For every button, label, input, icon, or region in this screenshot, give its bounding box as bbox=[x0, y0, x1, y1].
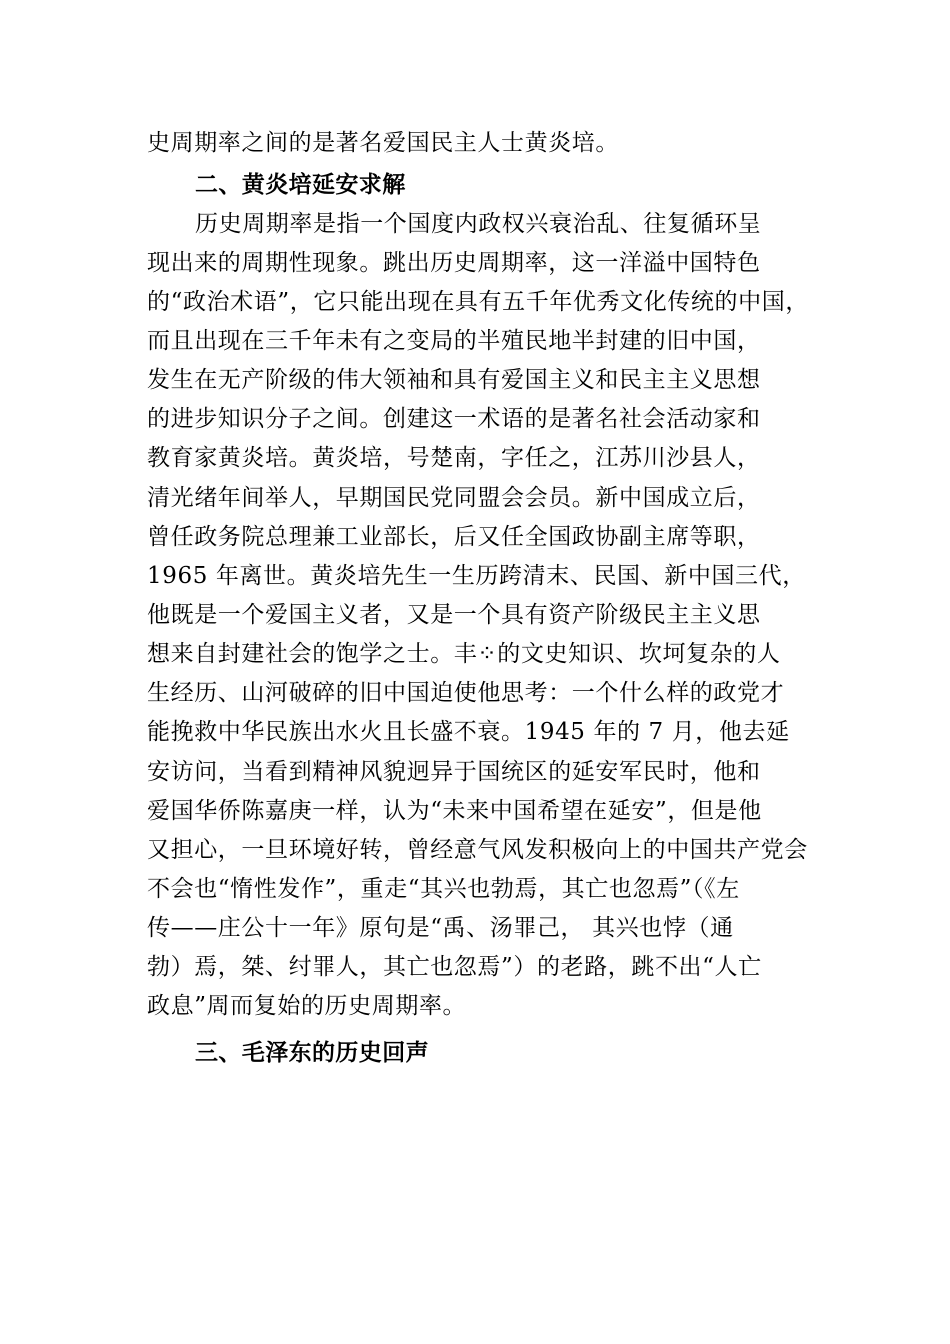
paragraph-line: 而且出现在三千年未有之变局的半殖民地半封建的旧中国， bbox=[147, 328, 761, 354]
section-heading-two: 二、黄炎培延安求解 bbox=[195, 172, 406, 198]
paragraph-line: 安访问，当看到精神风貌迥异于国统区的延安军民时，他和 bbox=[147, 759, 761, 785]
paragraph-line: 的“政治术语”，它只能出现在具有五千年优秀文化传统的中国， bbox=[147, 289, 809, 315]
paragraph-line: 他既是一个爱国主义者，又是一个具有资产阶级民主主义思 bbox=[147, 602, 761, 628]
paragraph-line: 1965 年离世。黄炎培先生一生历跨清末、民国、新中国三代， bbox=[147, 563, 806, 589]
paragraph-line: 生经历、山河破碎的旧中国迫使他思考：一个什么样的政党才 bbox=[147, 680, 785, 706]
paragraph-line: 又担心，一旦环境好转，曾经意气风发积极向上的中国共产党会 bbox=[147, 837, 808, 863]
paragraph-line: 教育家黄炎培。黄炎培，号楚南，字任之，江苏川沙县人， bbox=[147, 445, 761, 471]
paragraph-line: 爱国华侨陈嘉庚一样，认为“未来中国希望在延安”，但是他 bbox=[147, 798, 762, 824]
paragraph-line: 的进步知识分子之间。创建这一术语的是著名社会活动家和 bbox=[147, 406, 761, 432]
paragraph-line: 现出来的周期性现象。跳出历史周期率，这一洋溢中国特色 bbox=[147, 250, 761, 276]
paragraph-line: 曾任政务院总理兼工业部长，后又任全国政协副主席等职， bbox=[147, 524, 761, 550]
paragraph-line: 传——庄公十一年》原句是“禹、汤罪己， 其兴也悖（通 bbox=[147, 915, 734, 941]
section-heading-three: 三、毛泽东的历史回声 bbox=[195, 1040, 429, 1066]
paragraph-line: 历史周期率是指一个国度内政权兴衰治乱、往复循环呈 bbox=[195, 211, 762, 237]
paragraph-line: 能挽救中华民族出水火且长盛不衰。1945 年的 7 月，他去延 bbox=[147, 719, 790, 745]
paragraph-line: 发生在无产阶级的伟大领袖和具有爱国主义和民主主义思想 bbox=[147, 367, 761, 393]
paragraph-line: 政息”周而复始的历史周期率。 bbox=[147, 993, 467, 1019]
paragraph-line: 清光绪年间举人，早期国民党同盟会会员。新中国成立后， bbox=[147, 485, 761, 511]
paragraph-continuation-line: 史周期率之间的是著名爱国民主人士黄炎培。 bbox=[147, 130, 619, 156]
paragraph-line: 勃）焉，桀、纣罪人，其亡也忽焉”）的老路，跳不出“人亡 bbox=[147, 954, 762, 980]
paragraph-line: 想来自封建社会的饱学之士。丰⁘的文史知识、坎坷复杂的人 bbox=[147, 641, 781, 667]
paragraph-line: 不会也“惰性发作”，重走“其兴也勃焉，其亡也忽焉”（《左 bbox=[147, 876, 740, 902]
